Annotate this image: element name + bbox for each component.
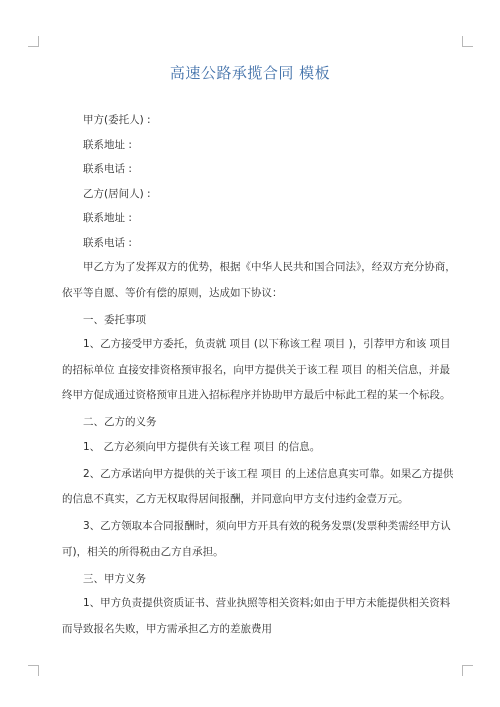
- preamble-line: 依平等自愿、等价有偿的原则，达成如下协议：: [62, 286, 283, 299]
- document-body: [62, 108, 456, 644]
- paragraph-line: 的信息不真实，乙方无权取得居间报酬，并同意向甲方支付违约金壹万元。: [62, 493, 409, 505]
- section-3-paragraph-1: [62, 591, 451, 642]
- party-a-address-label: 联系地址 :: [83, 138, 132, 151]
- document-title: 高速公路承揽合同 模板: [169, 64, 331, 82]
- preamble-line: 甲乙方为了发挥双方的优势，根据《中华人民共和国合同法》，经双方充分协商，: [83, 261, 456, 273]
- paragraph-line: 2、乙方承诺向甲方提供的关于该工程 项目 的上述信息真实可靠。如果乙方提供: [83, 467, 454, 480]
- crop-mark-top-right: [462, 36, 473, 47]
- preamble-paragraph: [62, 255, 456, 306]
- paragraph-line: 3、乙方领取本合同报酬时，须向甲方开具有效的税务发票(发票种类需经甲方认: [83, 520, 451, 532]
- paragraph-line: 的招标单位 直接安排资格预审报名，向甲方提供关于该工程 项目 的相关信息，并最: [62, 363, 451, 376]
- crop-mark-bottom-left: [28, 665, 39, 676]
- crop-mark-top-left: [28, 36, 39, 47]
- paragraph-line: 1、甲方负责提供资质证书、营业执照等相关资料;如由于甲方未能提供相关资料: [83, 597, 451, 609]
- paragraph-line: 终甲方促成通过资格预审且进入招标程序并协助甲方最后中标此工程的某一个标段。: [62, 389, 451, 401]
- paragraph-line: 1、乙方接受甲方委托，负责就 项目 (以下称该工程 项目 )，引荐甲方和该 项目: [83, 338, 451, 350]
- section-2-paragraph-1: [62, 435, 442, 461]
- section-2-paragraph-3: [62, 514, 451, 565]
- paragraph-line: 而导致报名失败，甲方需承担乙方的差旅费用: [62, 622, 272, 635]
- paragraph-line: 可)，相关的所得税由乙方自承担。: [62, 545, 224, 558]
- party-b-phone-label: 联系电话 :: [83, 236, 132, 249]
- party-b-label: 乙方(居间人) :: [83, 187, 151, 200]
- crop-mark-bottom-right: [462, 665, 473, 676]
- party-a-label: 甲方(委托人) :: [83, 114, 151, 126]
- party-b-address-label: 联系地址 :: [83, 212, 132, 224]
- section-3-heading: 三、甲方义务: [83, 572, 146, 585]
- section-2-paragraph-2: [62, 462, 454, 513]
- section-1-paragraph: [62, 332, 451, 409]
- section-2-heading: 二、乙方的义务: [83, 416, 157, 428]
- party-a-phone-label: 联系电话 :: [83, 163, 132, 175]
- section-1-heading: 一、委托事项: [83, 313, 146, 326]
- paragraph-line: 1、 乙方必须向甲方提供有关该工程 项目 的信息。: [83, 440, 321, 453]
